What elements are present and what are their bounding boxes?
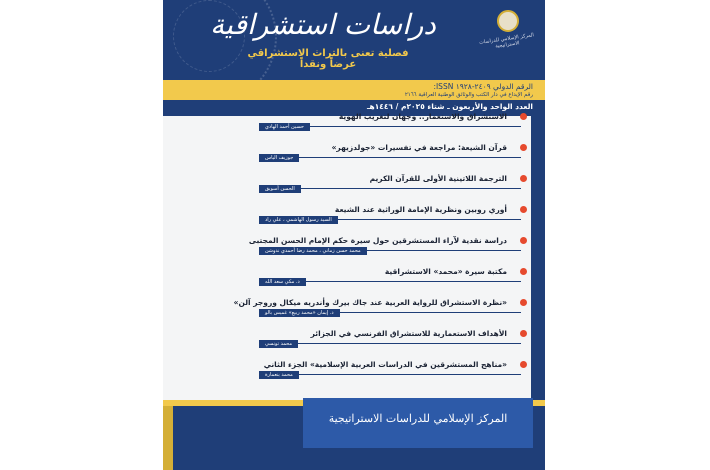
journal-subtitle: فصلية تعنى بالتراث الاستشراقي عرضاً ونقداً: [247, 48, 409, 70]
article-title: الأهداف الاستعمارية للاستشراق الفرنسي في الجزائر: [310, 329, 507, 338]
article-author: محمد حسن زماني ، محمد رضا أحمدي ندوشن: [259, 247, 367, 255]
bullet-icon: [520, 237, 527, 244]
bullet-icon: [520, 361, 527, 368]
publisher-logo-icon: [497, 10, 519, 32]
article-title: مكتبة سيرة «محمد» الاستشراقية: [384, 267, 507, 276]
article-title: «مناهج المستشرقين في الدراسات العربية الإسلامية» الجزء الثاني: [263, 360, 507, 369]
bullet-icon: [520, 113, 527, 120]
bullet-icon: [520, 268, 527, 275]
journal-cover: [163, 0, 545, 470]
cover-header: [163, 0, 545, 80]
article-title: أوري روبين ونظرية الإمامة الوراثية عند الشيعة: [334, 205, 507, 214]
article-author: الحسن أسويق: [259, 185, 301, 193]
footer-tab: [163, 406, 173, 470]
issue-label: العدد الواحد والأربعون ـ شتاء ٢٠٢٥م / ١٤٤٦هـ: [366, 102, 533, 111]
article-author: د. مكي سعد الله: [259, 278, 306, 286]
publisher-name: المركز الإسلامي للدراسات الاستراتيجية: [328, 412, 508, 425]
article-author: د. إيمان «محمد ربيع» غميس بالو: [259, 309, 340, 317]
article-title: الاستشراق والاستعمار.. وجهان لتغريب الهوية: [338, 112, 507, 121]
article-author: محمد بنعمارة: [259, 371, 299, 379]
bullet-icon: [520, 175, 527, 182]
article-title: الترجمة اللاتينية الأولى للقرآن الكريم: [369, 174, 507, 183]
bullet-icon: [520, 144, 527, 151]
logo-caption: المركز الإسلامي للدراسات الاستراتيجية: [478, 32, 535, 50]
article-author: حسين أحمد الهادي: [259, 123, 310, 131]
bullet-icon: [520, 330, 527, 337]
deposit-number: رقم الإيداع في دار الكتب والوثائق الوطنية العراقية ٢١٦٦: [404, 92, 533, 98]
article-author: جوزيف الياس: [259, 154, 299, 162]
article-author: محمد تونسي: [259, 340, 298, 348]
issn-number: الرقم الدولي ٢٤٠٩-١٩٢٨ ISSN:: [433, 82, 533, 91]
article-title: قرآن الشيعة: مراجعة في تفسيرات «جولدزيهر»: [331, 143, 507, 152]
article-title: «نظرة الاستشراق للرواية العربية عند جاك بيرك وأندريه ميكال وروجر آلن»: [233, 298, 507, 307]
divider: [259, 343, 521, 344]
journal-title: دراسات استشراقية: [210, 8, 436, 41]
article-author: السيد رسول الهاشمي ، علي راد: [259, 216, 338, 224]
bullet-icon: [520, 206, 527, 213]
bullet-icon: [520, 299, 527, 306]
article-title: دراسة نقدية لآراء المستشرقين حول سيرة حكم الإمام الحسن المجتبى: [248, 236, 507, 245]
